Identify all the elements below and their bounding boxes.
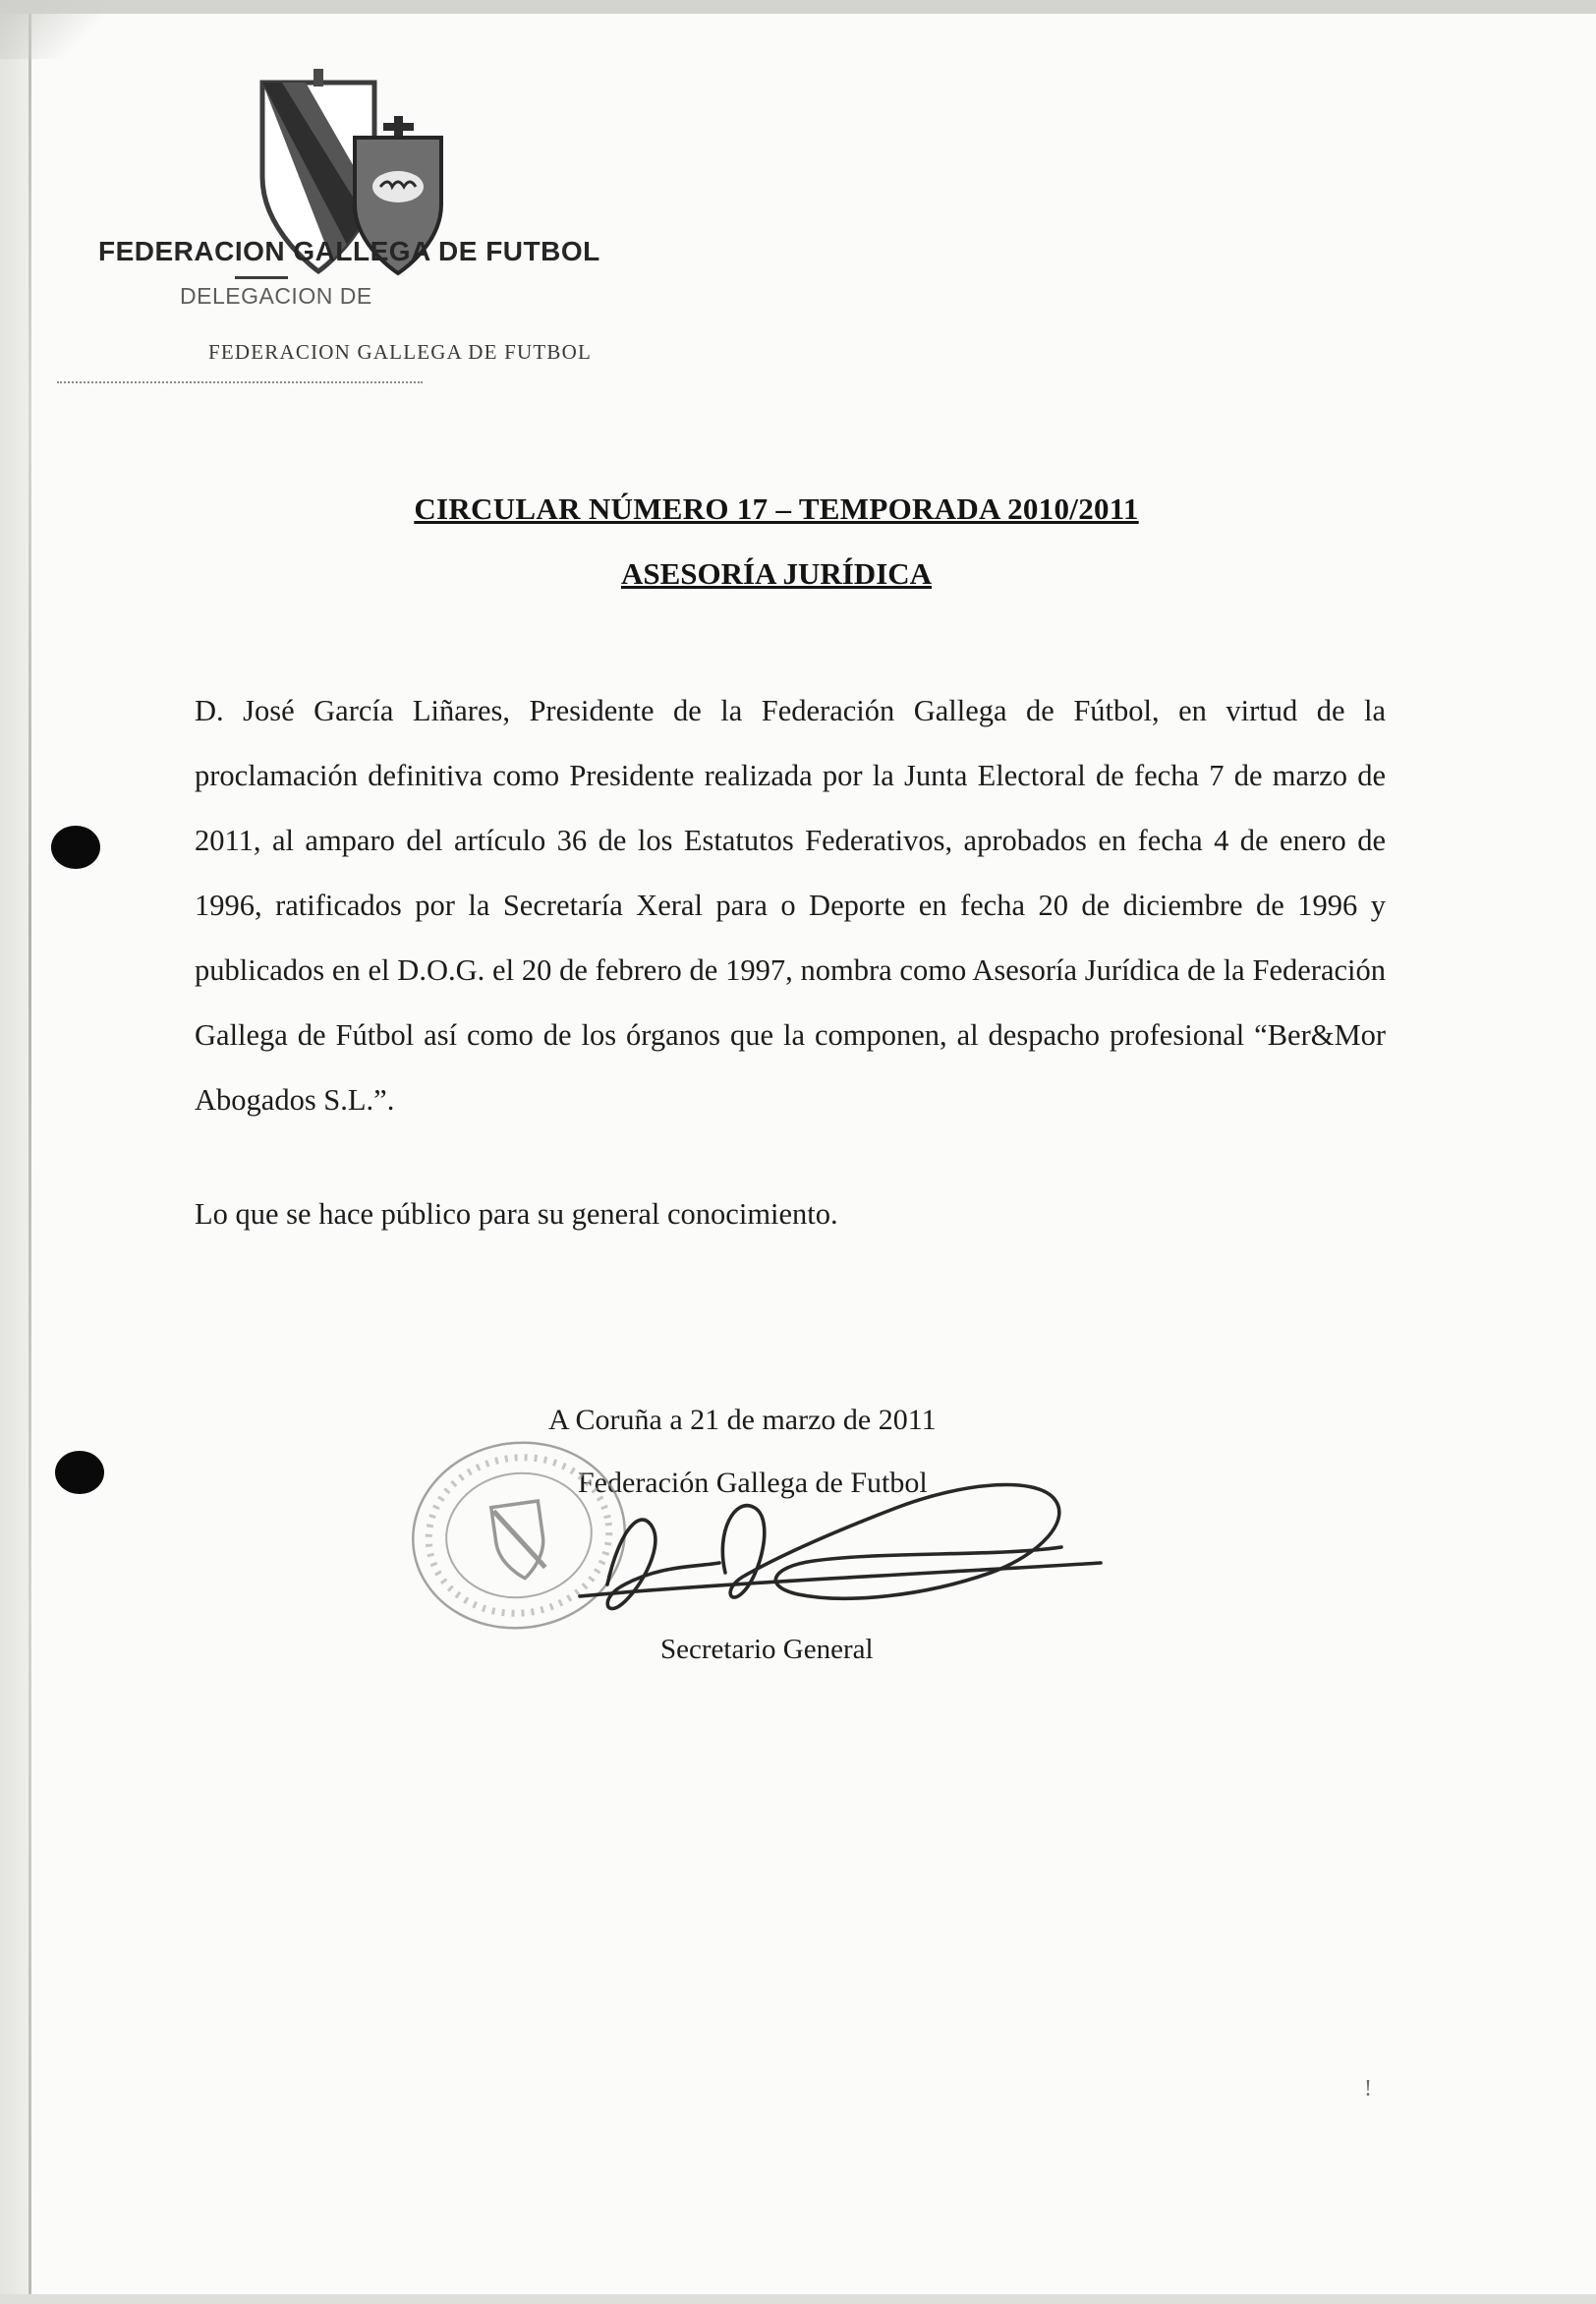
org-name: FEDERACION GALLEGA DE FUTBOL — [98, 236, 600, 266]
scan-edge-band — [0, 0, 31, 2304]
hole-punch-icon — [55, 1451, 104, 1494]
signing-org-line: Federación Gallega de Futbol — [578, 1467, 928, 1499]
signer-role-line: Secretario General — [660, 1634, 874, 1665]
scan-corner-shadow — [0, 0, 118, 59]
circular-title: CIRCULAR NÚMERO 17 – TEMPORADA 2010/2011 — [414, 491, 1139, 526]
title-block — [197, 491, 1356, 592]
scan-edge-line — [28, 0, 31, 2304]
scan-page-mark: ! — [1364, 2076, 1372, 2102]
body-paragraph: D. José García Liñares, Presidente de la Federación Gallega de Fútbol, en virtud de la proclamación definitiva como Presidente realizada por la Junta Electoral de fecha 7 de marzo de 2011, al amparo del artículo 36 de los Estatutos Federativos, aprobados en fecha 4 de enero de 1996, ratificados por la Secretaría Xeral para o Deporte en fecha 20 de diciembre de 1996 y publicados en el D.O.G. el 20 de febrero de 1997, nombra como Asesoría Jurídica de la Federación Gallega de Fútbol así como de los órganos que la componen, al despacho profesional “Ber&Mor Abogados S.L.”. — [195, 694, 1386, 1117]
scan-bottom-shadow — [0, 2294, 1596, 2304]
sub-org-name: FEDERACION GALLEGA DE FUTBOL — [208, 340, 593, 364]
dotted-rule — [57, 368, 423, 383]
place-date-line: A Coruña a 21 de marzo de 2011 — [548, 1404, 937, 1436]
scan-top-shadow — [0, 0, 1596, 14]
fill-in-blank-line — [235, 276, 288, 279]
signature-icon — [550, 1437, 1120, 1663]
subject-title: ASESORÍA JURÍDICA — [620, 556, 933, 591]
hole-punch-icon — [51, 826, 100, 869]
delegation-line: DELEGACION DE — [180, 283, 372, 309]
closing-paragraph: Lo que se hace público para su general conocimiento. — [195, 1197, 838, 1231]
